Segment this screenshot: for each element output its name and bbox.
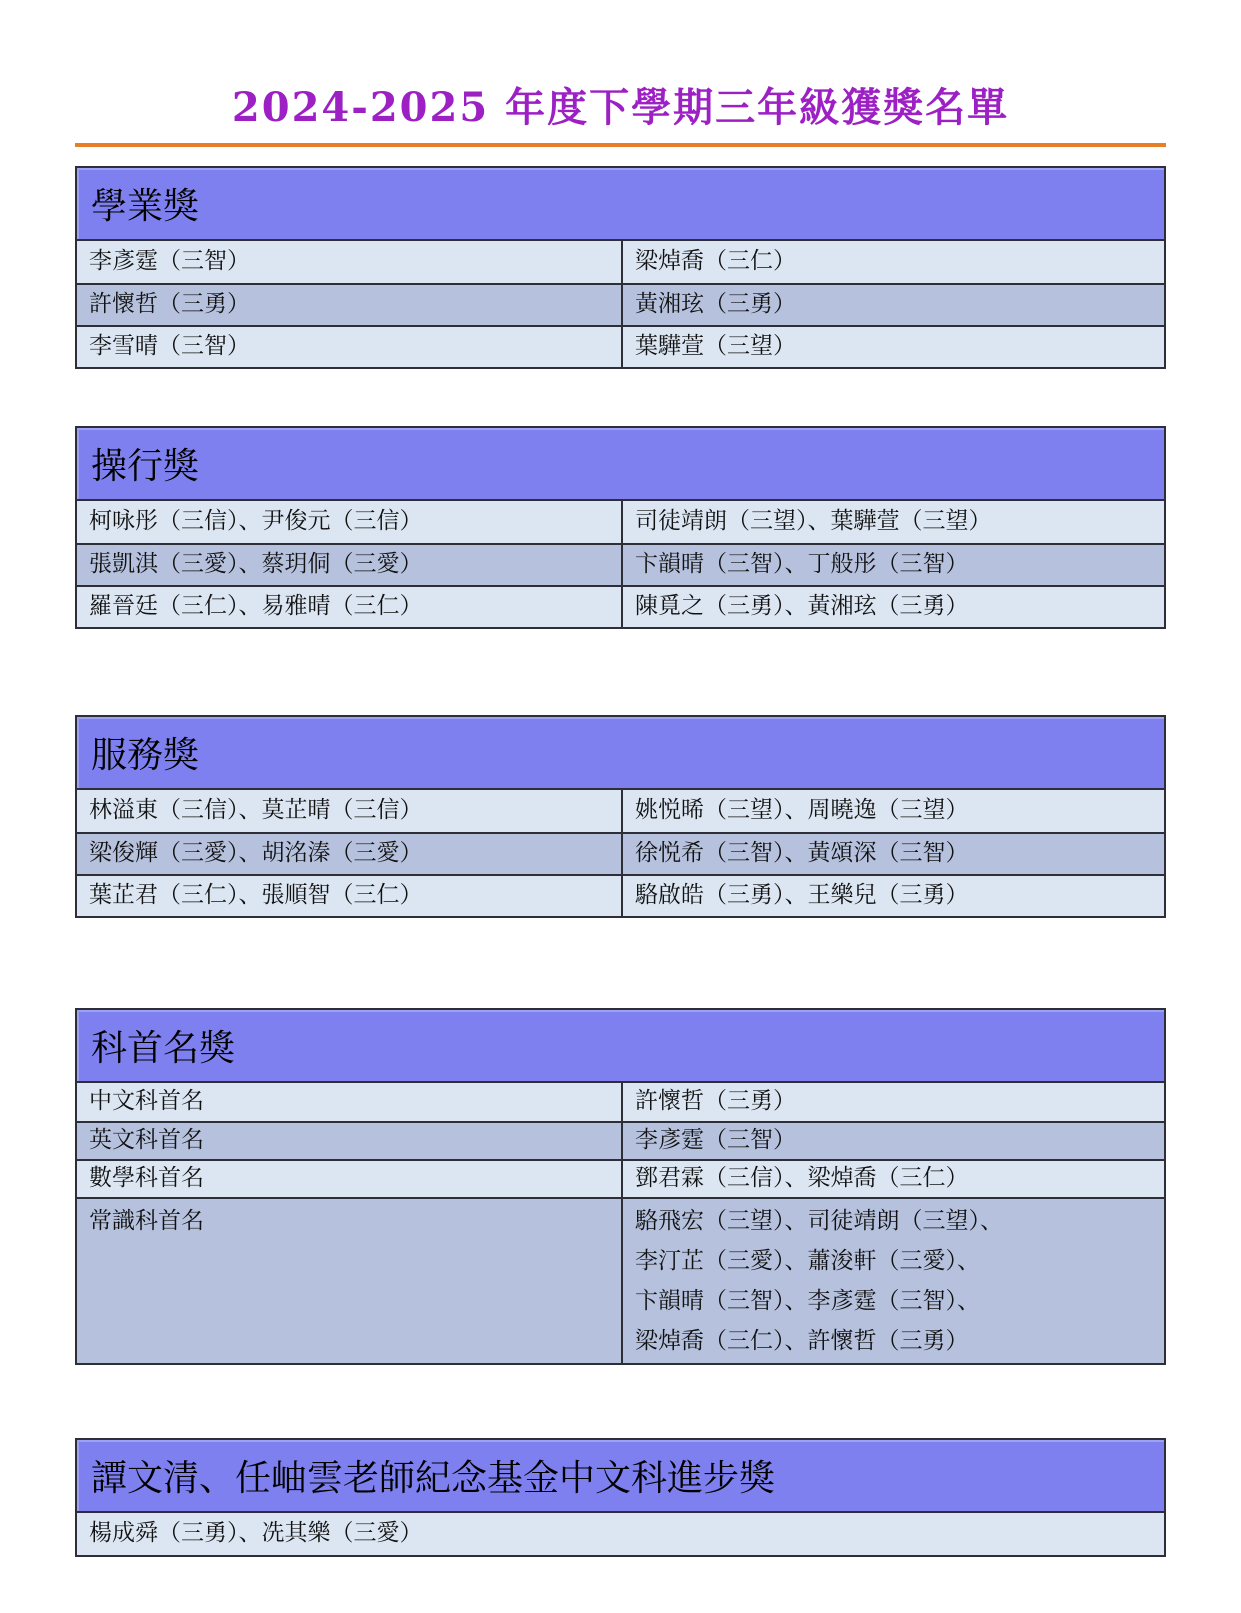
table-row xyxy=(77,1159,1164,1197)
awardee-cell: 陳覓之（三勇）、黃湘玹（三勇） xyxy=(635,593,969,620)
page-title: 2024-2025 年度下學期三年級獲獎名單 xyxy=(231,84,1010,131)
subject-cell: 英文科首名 xyxy=(77,1123,623,1159)
table-row xyxy=(77,1197,1164,1363)
section-header xyxy=(77,428,1164,501)
table-row xyxy=(77,790,1164,832)
document-content xyxy=(75,166,1166,1557)
section-header xyxy=(77,1010,1164,1083)
table-row xyxy=(77,325,1164,367)
awardee-cell: 司徒靖朗（三望）、葉驊萱（三望） xyxy=(635,508,992,535)
table-row xyxy=(77,241,1164,283)
awardee-cell: 葉芷君（三仁）、張順智（三仁） xyxy=(77,876,623,916)
awardee-line: 李汀芷（三愛）、蕭浚軒（三愛）、 xyxy=(635,1248,980,1274)
title-divider-rule xyxy=(75,143,1166,147)
section-title: 科首名獎 xyxy=(91,1028,236,1069)
awardee-cell: 張凱淇（三愛）、蔡玥侗（三愛） xyxy=(77,545,623,585)
table-row xyxy=(77,501,1164,543)
awardee-cell: 羅晉廷（三仁）、易雅晴（三仁） xyxy=(77,587,623,627)
table-row xyxy=(77,1513,1164,1555)
section-title: 操行獎 xyxy=(91,446,200,487)
award-table-memorial-fund-chinese-progress xyxy=(75,1438,1166,1557)
table-row xyxy=(77,1083,1164,1121)
awardee-cell: 李彥霆（三智） xyxy=(635,1127,796,1154)
awardee-line: 卞韻晴（三智）、李彥霆（三智）、 xyxy=(635,1288,980,1314)
awardee-cell: 林溢東（三信）、莫芷晴（三信） xyxy=(77,790,623,832)
awardee-cell: 鄧君霖（三信）、梁焯喬（三仁） xyxy=(635,1165,969,1192)
section-title: 譚文清、任岫雲老師紀念基金中文科進步獎 xyxy=(91,1458,776,1499)
awardee-cell: 梁俊輝（三愛）、胡洺溱（三愛） xyxy=(77,834,623,874)
section-title: 學業獎 xyxy=(91,186,200,227)
awardee-line: 駱飛宏（三望）、司徒靖朗（三望）、 xyxy=(635,1208,1003,1234)
awardee-cell: 許懷哲（三勇） xyxy=(635,1088,796,1115)
table-row xyxy=(77,1121,1164,1159)
award-table-subject-first xyxy=(75,1008,1166,1365)
awardee-cell: 梁焯喬（三仁） xyxy=(635,248,796,275)
award-table-conduct xyxy=(75,426,1166,629)
awardee-line: 梁焯喬（三仁）、許懷哲（三勇） xyxy=(635,1328,969,1354)
table-row xyxy=(77,585,1164,627)
awardee-cell: 黃湘玹（三勇） xyxy=(635,291,796,318)
table-row xyxy=(77,543,1164,585)
section-header xyxy=(77,717,1164,790)
awardee-cell: 李彥霆（三智） xyxy=(77,241,623,283)
award-table-academic xyxy=(75,166,1166,369)
award-table-service xyxy=(75,715,1166,918)
awardee-cell: 許懷哲（三勇） xyxy=(77,285,623,325)
awardee-cell: 徐悦希（三智）、黃頌深（三智） xyxy=(635,840,969,867)
awardee-cell: 駱啟皓（三勇）、王樂兒（三勇） xyxy=(635,882,969,909)
awardee-cell: 楊成舜（三勇）、冼其樂（三愛） xyxy=(89,1520,423,1547)
subject-cell: 中文科首名 xyxy=(77,1083,623,1121)
table-row xyxy=(77,832,1164,874)
awardee-cell: 李雪晴（三智） xyxy=(77,327,623,367)
awardee-cell xyxy=(623,1199,1164,1363)
awardee-cell: 姚悦晞（三望）、周曉逸（三望） xyxy=(635,797,969,824)
awardee-cell: 卞韻晴（三智）、丁般彤（三智） xyxy=(635,551,969,578)
section-header xyxy=(77,168,1164,241)
awardee-cell: 葉驊萱（三望） xyxy=(635,333,796,360)
section-title: 服務獎 xyxy=(91,735,200,776)
table-row xyxy=(77,283,1164,325)
subject-cell: 常識科首名 xyxy=(77,1199,623,1363)
awardee-cell: 柯咏彤（三信）、尹俊元（三信） xyxy=(77,501,623,543)
table-row xyxy=(77,874,1164,916)
section-header xyxy=(77,1440,1164,1513)
subject-cell: 數學科首名 xyxy=(77,1161,623,1197)
